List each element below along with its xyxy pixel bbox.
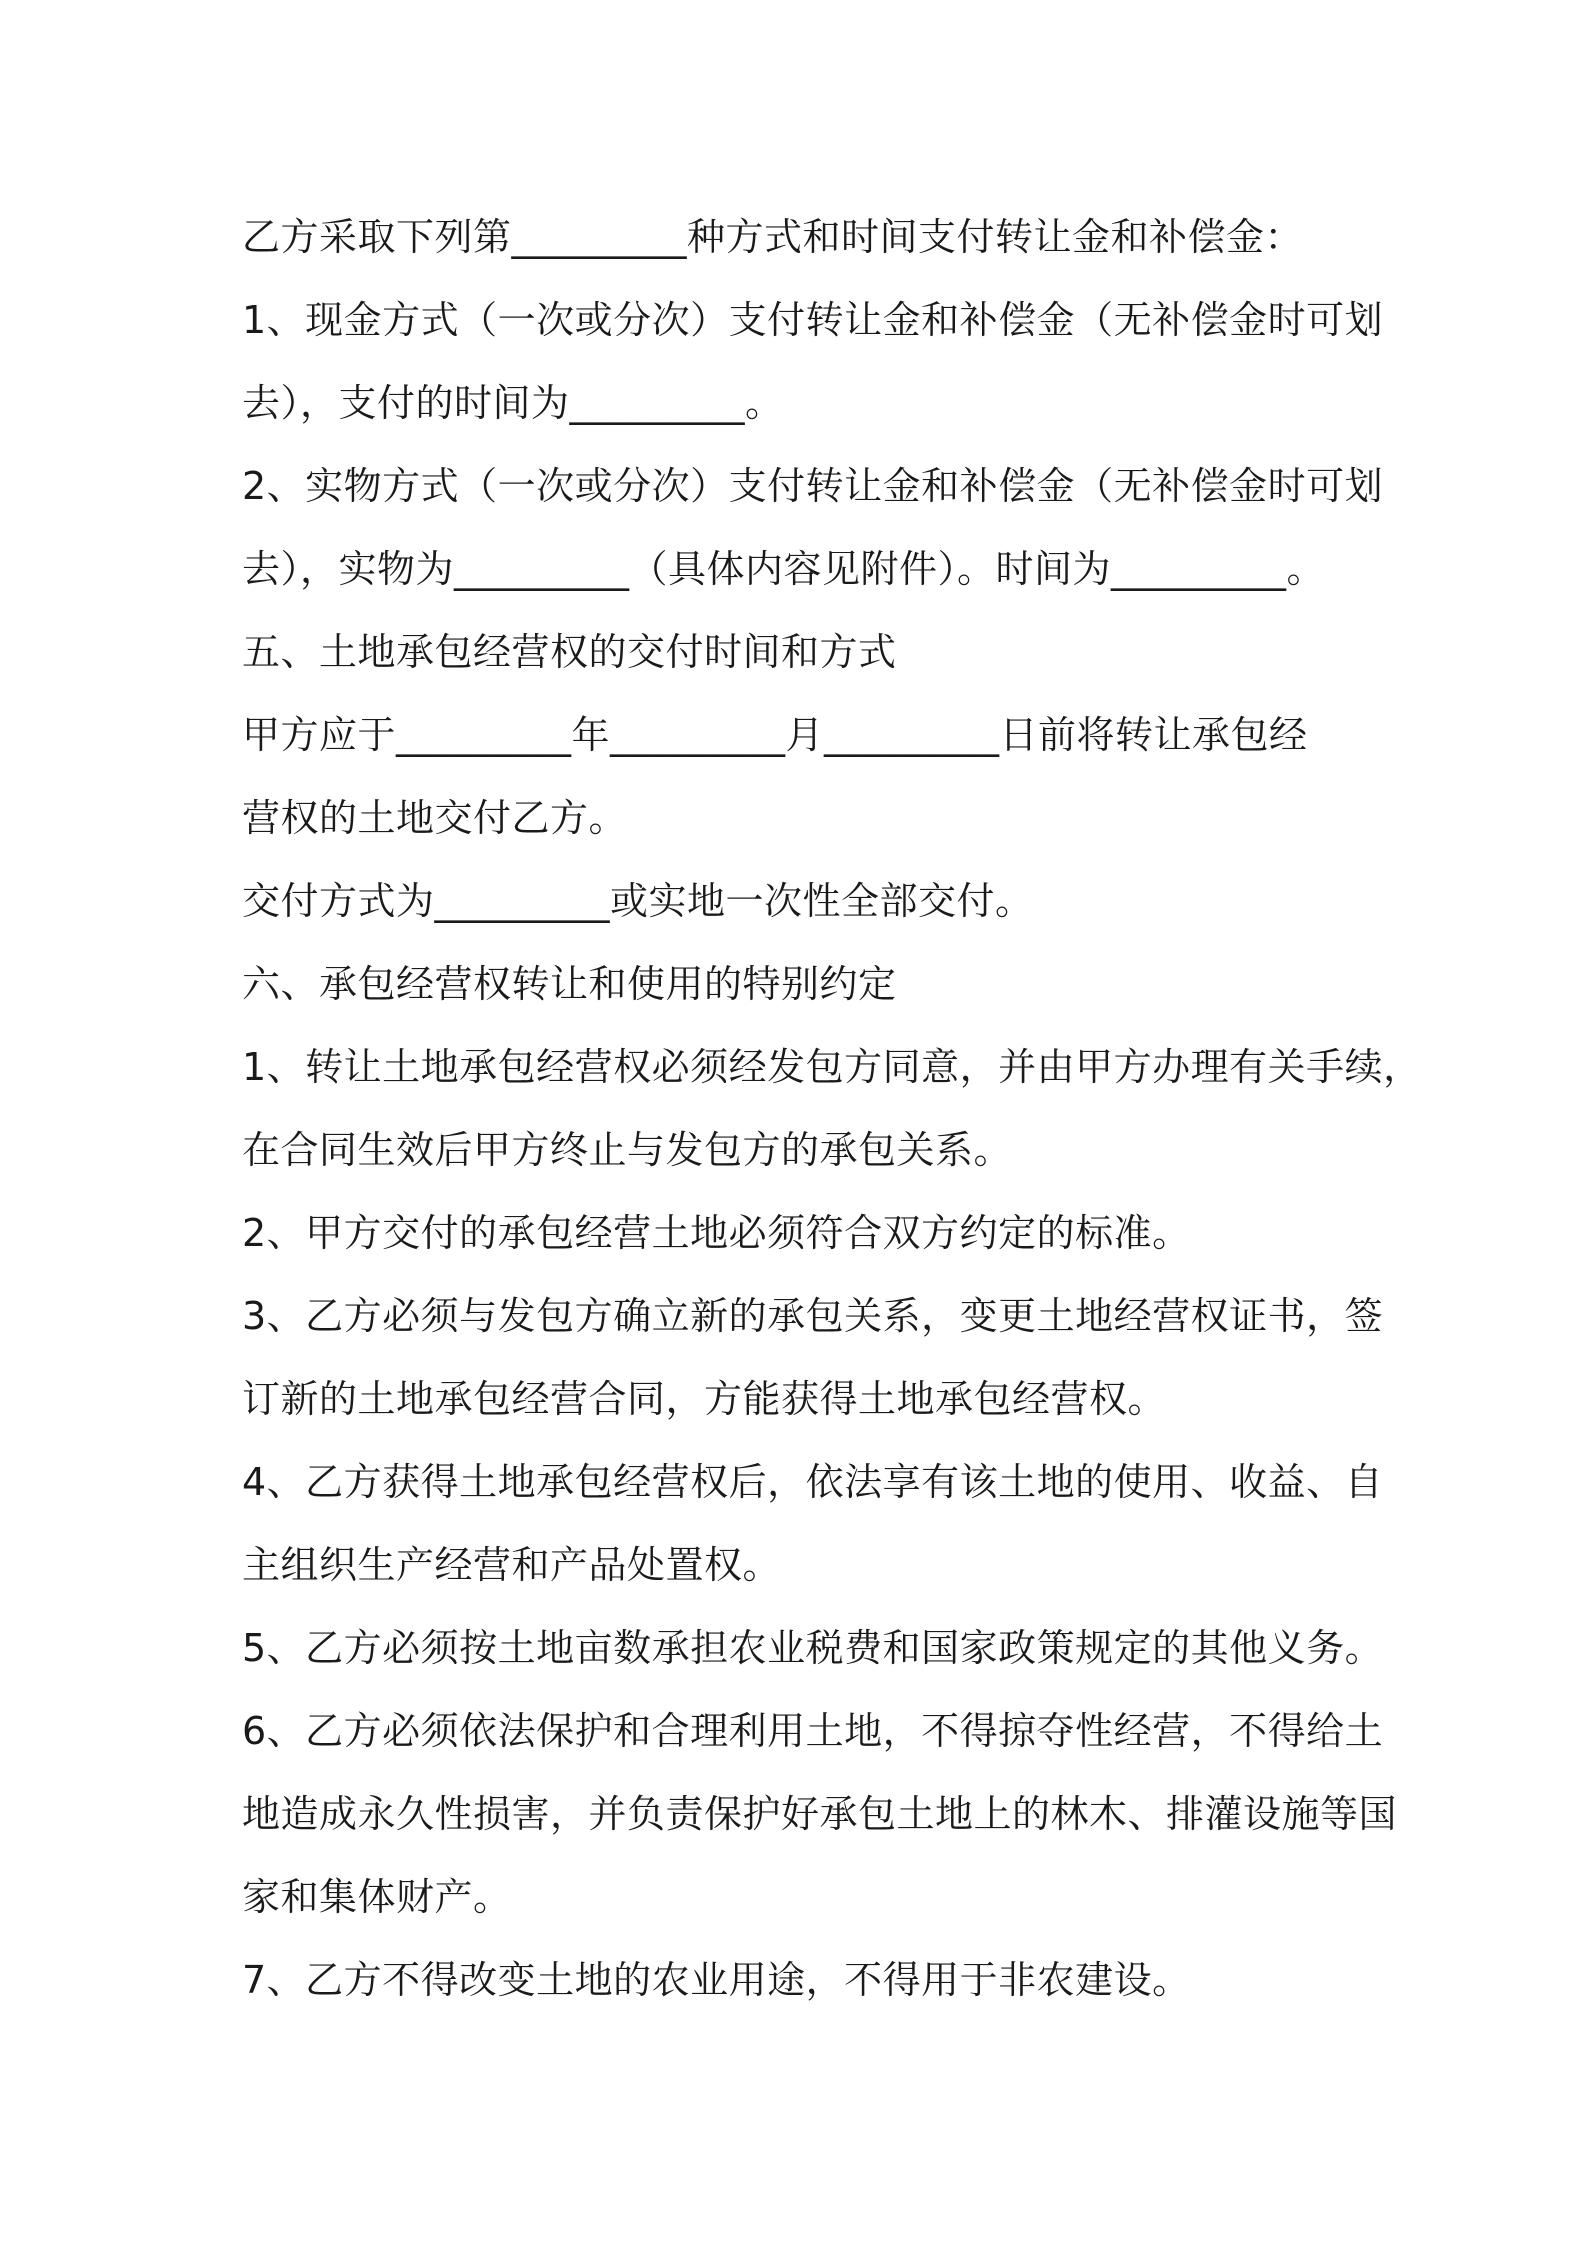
text-line: 去），实物为_________（具体内容见附件）。时间为_________。 bbox=[242, 547, 1326, 591]
text-line: 主组织生产经营和产品处置权。 bbox=[242, 1543, 782, 1587]
text-line: 5、乙方必须按土地亩数承担农业税费和国家政策规定的其他义务。 bbox=[242, 1626, 1384, 1670]
text-line: 6、乙方必须依法保护和合理利用土地，不得掠夺性经营，不得给土 bbox=[242, 1709, 1384, 1753]
document-body bbox=[242, 196, 1422, 2022]
text-line: 2、实物方式（一次或分次）支付转让金和补偿金（无补偿金时可划 bbox=[242, 464, 1384, 508]
text-line: 去），支付的时间为_________。 bbox=[242, 381, 784, 425]
text-line: 营权的土地交付乙方。 bbox=[242, 796, 628, 840]
text-line: 2、甲方交付的承包经营土地必须符合双方约定的标准。 bbox=[242, 1211, 1191, 1255]
text-line: 交付方式为_________或实地一次性全部交付。 bbox=[242, 879, 1034, 923]
text-line: 在合同生效后甲方终止与发包方的承包关系。 bbox=[242, 1128, 1013, 1172]
section-heading: 五、土地承包经营权的交付时间和方式 bbox=[242, 630, 897, 674]
text-line: 乙方采取下列第_________种方式和时间支付转让金和补偿金： bbox=[242, 215, 1304, 259]
text-line: 4、乙方获得土地承包经营权后，依法享有该土地的使用、收益、自 bbox=[242, 1460, 1384, 1504]
section-heading: 六、承包经营权转让和使用的特别约定 bbox=[242, 962, 897, 1006]
text-line: 家和集体财产。 bbox=[242, 1875, 512, 1919]
text-line: 1、现金方式（一次或分次）支付转让金和补偿金（无补偿金时可划 bbox=[242, 298, 1384, 342]
text-line: 订新的土地承包经营合同，方能获得土地承包经营权。 bbox=[242, 1377, 1167, 1421]
text-line: 地造成永久性损害，并负责保护好承包土地上的林木、排灌设施等国 bbox=[242, 1792, 1398, 1836]
text-line: 3、乙方必须与发包方确立新的承包关系，变更土地经营权证书，签 bbox=[242, 1294, 1384, 1338]
text-line: 7、乙方不得改变土地的农业用途，不得用于非农建设。 bbox=[242, 1958, 1191, 2002]
text-line: 甲方应于_________年_________月_________日前将转让承包经 bbox=[242, 713, 1308, 757]
text-line: 1、转让土地承包经营权必须经发包方同意，并由甲方办理有关手续， bbox=[242, 1045, 1422, 1089]
